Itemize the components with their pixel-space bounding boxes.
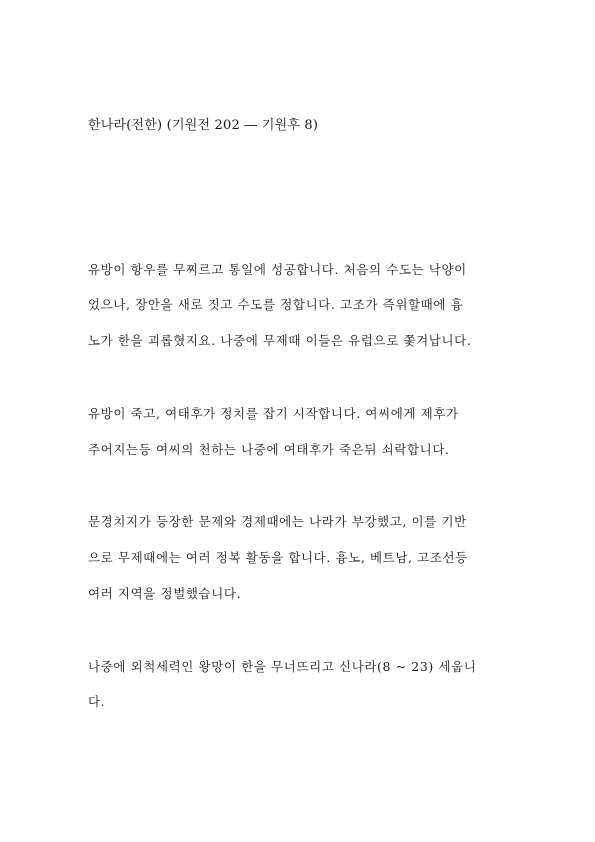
- paragraph-3-line-1: 문경치지가 등장한 문제와 경제때에는 나라가 부강했고, 이를 기반: [88, 514, 467, 529]
- paragraph-2-line-2: 주어지는등 여씨의 천하는 나중에 여태후가 죽은뒤 쇠락합니다.: [88, 442, 450, 457]
- paragraph-3-line-3: 여러 지역을 정벌했습니다.: [88, 586, 242, 601]
- document-title: 한나라(전한) (기원전 202 ― 기원후 8): [88, 118, 319, 133]
- paragraph-2-line-1: 유방이 죽고, 여태후가 정치를 잡기 시작합니다. 여씨에게 제후가: [88, 406, 459, 421]
- paragraph-1-line-1: 유방이 항우를 무찌르고 통일에 성공합니다. 처음의 수도는 낙양이: [88, 262, 467, 277]
- paragraph-4-line-2: 다.: [88, 694, 106, 709]
- paragraph-1-line-2: 었으나, 장안을 새로 짓고 수도를 정합니다. 고조가 즉위할때에 흉: [88, 297, 464, 312]
- paragraph-4-line-1: 나중에 외척세력인 왕망이 한을 무너뜨리고 신나라(8 ~ 23) 세웁니: [88, 659, 477, 674]
- paragraph-1-line-3: 노가 한을 괴롭혔지요. 나중에 무제때 이들은 유럽으로 쫓겨납니다.: [88, 333, 472, 348]
- paragraph-3-line-2: 으로 무제때에는 여러 정복 활동을 합니다. 흉노, 베트남, 고조선등: [88, 550, 468, 565]
